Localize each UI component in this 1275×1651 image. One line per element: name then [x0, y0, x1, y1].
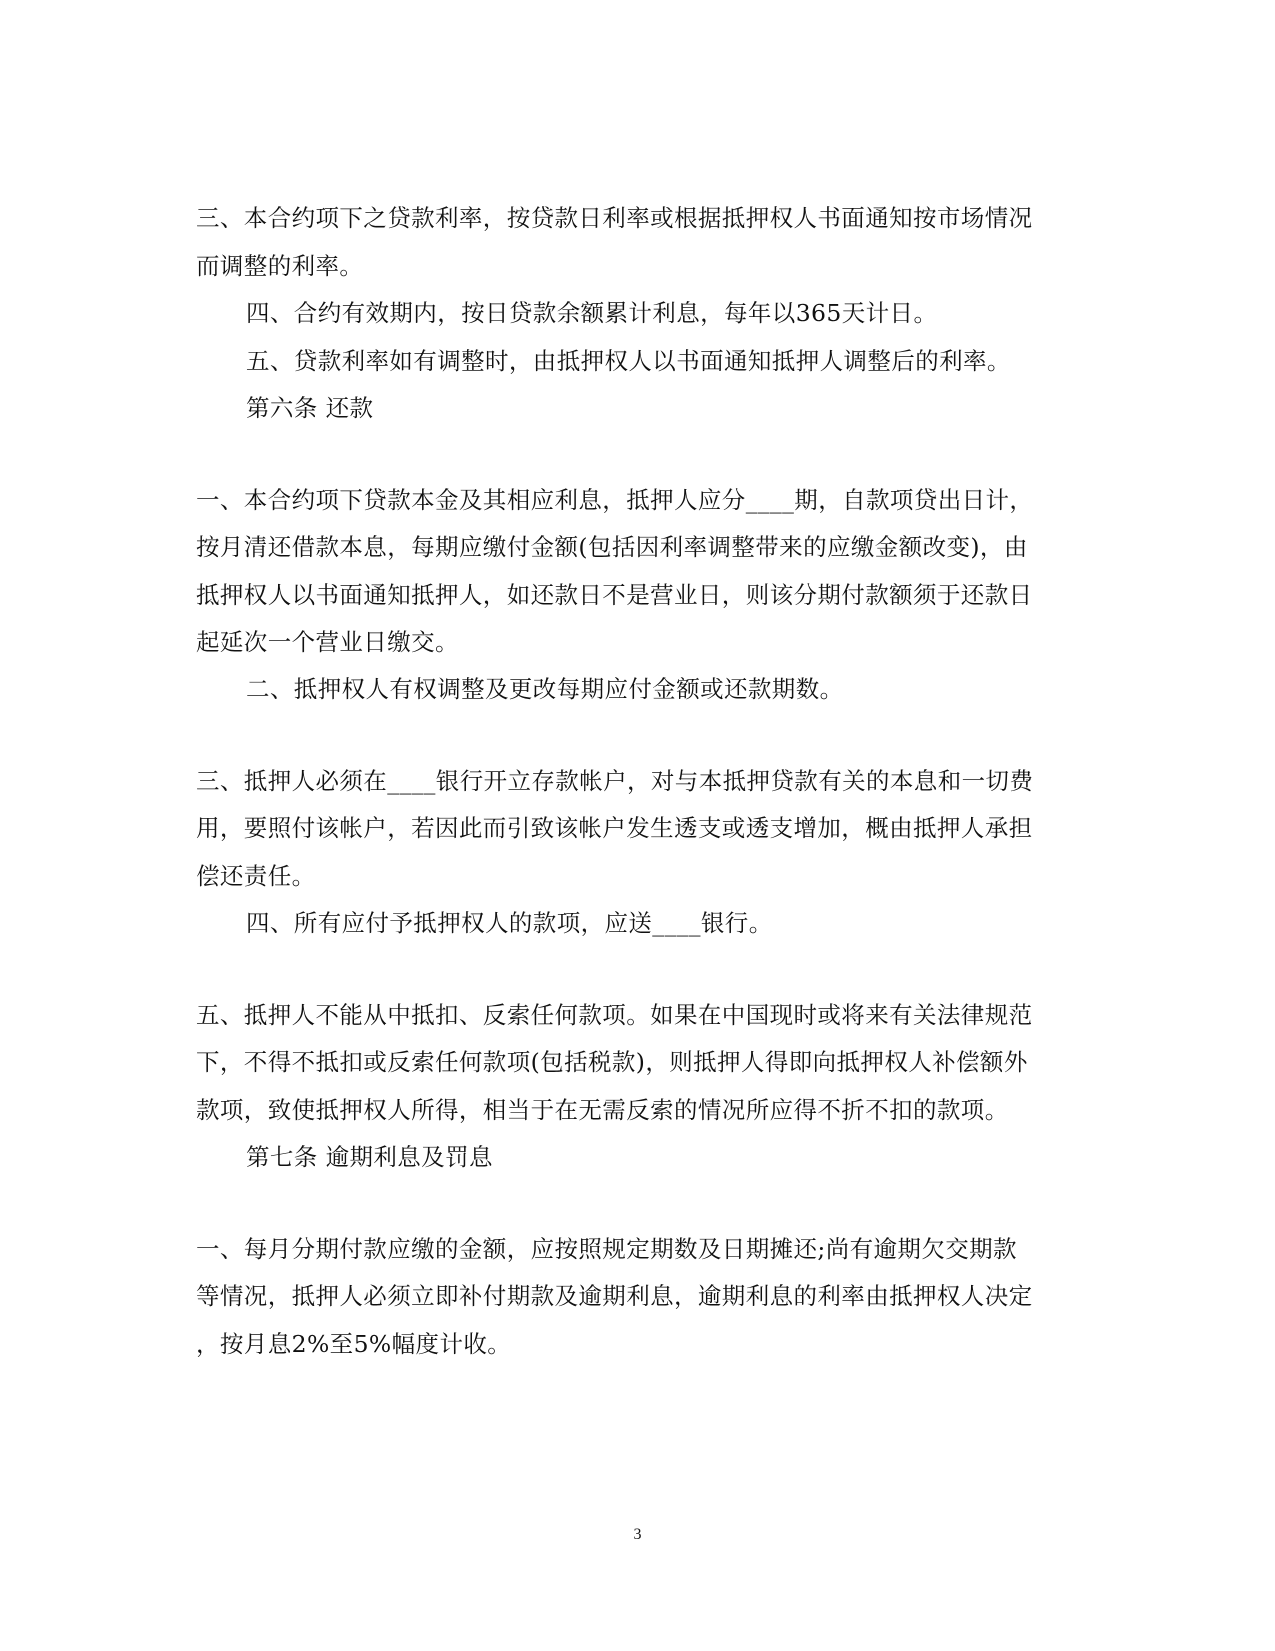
article-heading: 第七条 逾期利息及罚息: [246, 1143, 493, 1171]
text-line: 按月清还借款本息，每期应缴付金额(包括因利率调整带来的应缴金额改变)，由: [196, 533, 1028, 561]
text-line: 四、所有应付予抵押权人的款项，应送____银行。: [246, 909, 773, 937]
text-line: 起延次一个营业日缴交。: [196, 628, 459, 656]
text-line: 抵押权人以书面通知抵押人，如还款日不是营业日，则该分期付款额须于还款日: [196, 581, 1033, 609]
text-line: ，按月息2%至5%幅度计收。: [196, 1330, 512, 1358]
article-heading: 第六条 还款: [246, 394, 374, 422]
text-line: 下，不得不抵扣或反索任何款项(包括税款)，则抵押人得即向抵押权人补偿额外: [196, 1048, 1028, 1076]
text-line: 三、抵押人必须在____银行开立存款帐户，对与本抵押贷款有关的本息和一切费: [196, 767, 1034, 795]
text-line: 三、本合约项下之贷款利率，按贷款日利率或根据抵押权人书面通知按市场情况: [196, 204, 1033, 232]
text-line: 四、合约有效期内，按日贷款余额累计利息，每年以365天计日。: [246, 299, 938, 327]
text-line: 五、贷款利率如有调整时，由抵押权人以书面通知抵押人调整后的利率。: [246, 347, 1011, 375]
text-line: 等情况，抵押人必须立即补付期款及逾期利息，逾期利息的利率由抵押权人决定: [196, 1282, 1033, 1310]
text-line: 一、每月分期付款应缴的金额，应按照规定期数及日期摊还;尚有逾期欠交期款: [196, 1235, 1017, 1263]
text-line: 偿还责任。: [196, 862, 316, 890]
text-line: 五、抵押人不能从中抵扣、反索任何款项。如果在中国现时或将来有关法律规范: [196, 1001, 1033, 1029]
text-line: 用，要照付该帐户，若因此而引致该帐户发生透支或透支增加，概由抵押人承担: [196, 814, 1033, 842]
text-line: 款项，致使抵押权人所得，相当于在无需反索的情况所应得不折不扣的款项。: [196, 1096, 1009, 1124]
text-line: 而调整的利率。: [196, 252, 364, 280]
page-number: 3: [633, 1526, 642, 1543]
text-line: 一、本合约项下贷款本金及其相应利息，抵押人应分____期，自款项贷出日计，: [196, 486, 1034, 514]
text-line: 二、抵押权人有权调整及更改每期应付金额或还款期数。: [246, 675, 844, 703]
